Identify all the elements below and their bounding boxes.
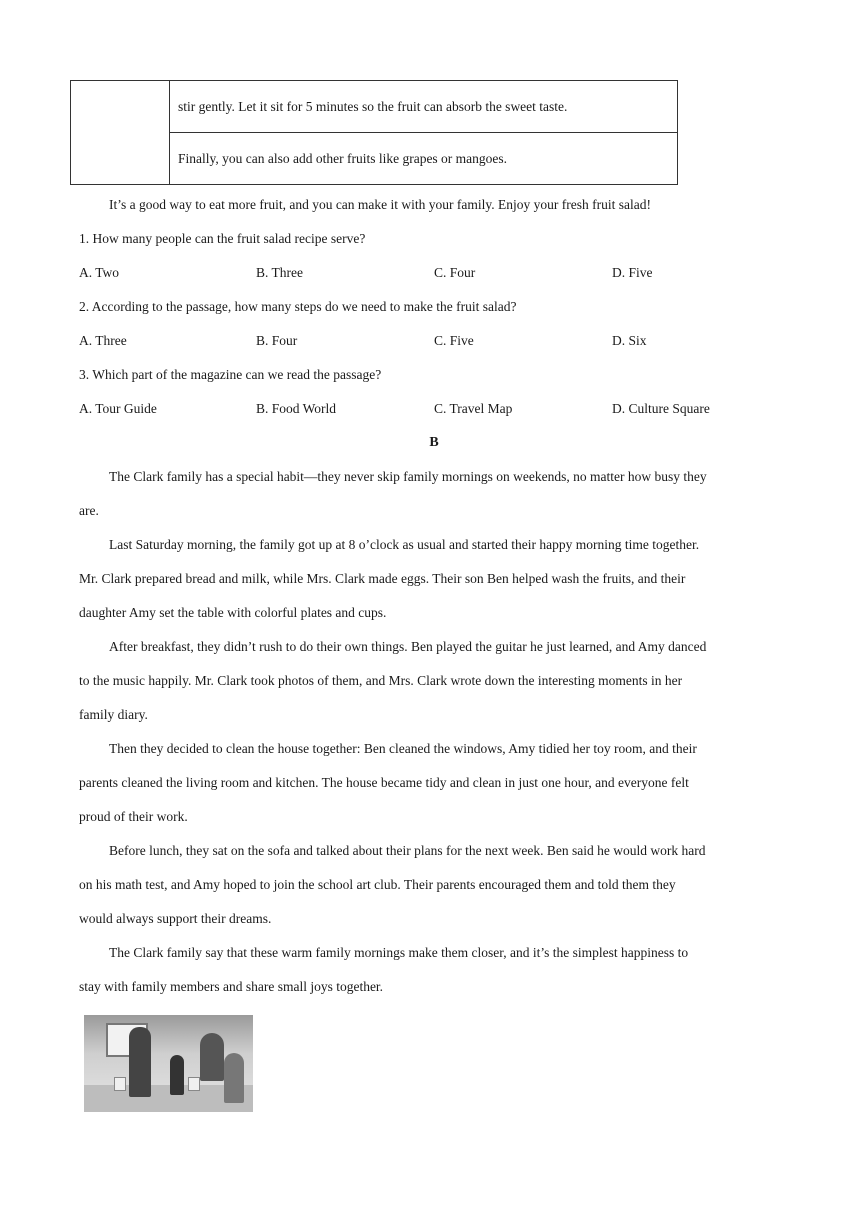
section-b-heading: B xyxy=(429,435,439,450)
photo-person xyxy=(129,1027,151,1097)
question-2: 2. According to the passage, how many steps do we need to make the fruit salad? xyxy=(79,299,517,314)
question-3: 3. Which part of the magazine can we read the passage? xyxy=(79,367,382,382)
passage-b-line: on his math test, and Amy hoped to join the school art club. Their parents encouraged them and told them they xyxy=(79,877,676,892)
table-row xyxy=(71,81,678,133)
passage-b-line: family diary. xyxy=(79,707,148,722)
passage-b-line: The Clark family say that these warm family mornings make them closer, and it’s the simplest happiness to xyxy=(109,945,689,960)
passage-b-line: stay with family members and share small joys together. xyxy=(79,979,384,994)
passage-b-line: parents cleaned the living room and kitchen. The house became tidy and clean in just one hour, and everyone felt xyxy=(79,775,689,790)
question-1-option-b: B. Three xyxy=(256,265,303,280)
passage-b-line: to the music happily. Mr. Clark took photos of them, and Mrs. Clark wrote down the interesting moments in her xyxy=(79,673,683,688)
question-3-option-d: D. Culture Square xyxy=(612,401,710,416)
photo-person xyxy=(200,1033,224,1081)
photo-cup xyxy=(188,1077,200,1091)
passage-b-line: proud of their work. xyxy=(79,809,188,824)
question-2-option-d: D. Six xyxy=(612,333,647,348)
passage-b-line: Mr. Clark prepared bread and milk, while Mrs. Clark made eggs. Their son Ben helped wash the fruits, and their xyxy=(79,571,686,586)
photo-person xyxy=(170,1055,184,1095)
question-1-option-a: A. Two xyxy=(79,265,120,280)
question-1-option-d: D. Five xyxy=(612,265,653,280)
table-cell: stir gently. Let it sit for 5 minutes so the fruit can absorb the sweet taste. xyxy=(170,81,678,133)
passage-b-line: are. xyxy=(79,503,99,518)
photo-person xyxy=(224,1053,244,1103)
table-cell: Finally, you can also add other fruits like grapes or mangoes. xyxy=(170,133,678,185)
passage-b-line: daughter Amy set the table with colorful plates and cups. xyxy=(79,605,387,620)
passage-b-line: Before lunch, they sat on the sofa and talked about their plans for the next week. Ben said he would work hard xyxy=(109,843,706,858)
question-2-option-a: A. Three xyxy=(79,333,127,348)
passage-b-line: would always support their dreams. xyxy=(79,911,272,926)
question-1: 1. How many people can the fruit salad recipe serve? xyxy=(79,231,366,246)
question-2-option-b: B. Four xyxy=(256,333,298,348)
passage-b-line: Then they decided to clean the house together: Ben cleaned the windows, Amy tidied her toy room, and their xyxy=(109,741,697,756)
recipe-steps-table xyxy=(70,80,678,185)
question-3-option-b: B. Food World xyxy=(256,401,337,416)
passage-b-line: The Clark family has a special habit—they never skip family mornings on weekends, no matter how busy they xyxy=(109,469,707,484)
passage-a-closing: It’s a good way to eat more fruit, and you can make it with your family. Enjoy your fresh fruit salad! xyxy=(109,197,651,212)
question-1-option-c: C. Four xyxy=(434,265,476,280)
passage-b-line: After breakfast, they didn’t rush to do their own things. Ben played the guitar he just learned, and Amy danced xyxy=(109,639,707,654)
question-3-option-a: A. Tour Guide xyxy=(79,401,157,416)
table-step-label-cell xyxy=(71,81,170,185)
photo-cup xyxy=(114,1077,126,1091)
passage-b-line: Last Saturday morning, the family got up at 8 o’clock as usual and started their happy morning time together. xyxy=(109,537,700,552)
question-2-option-c: C. Five xyxy=(434,333,474,348)
question-3-option-c: C. Travel Map xyxy=(434,401,513,416)
family-kitchen-photo xyxy=(84,1015,253,1112)
